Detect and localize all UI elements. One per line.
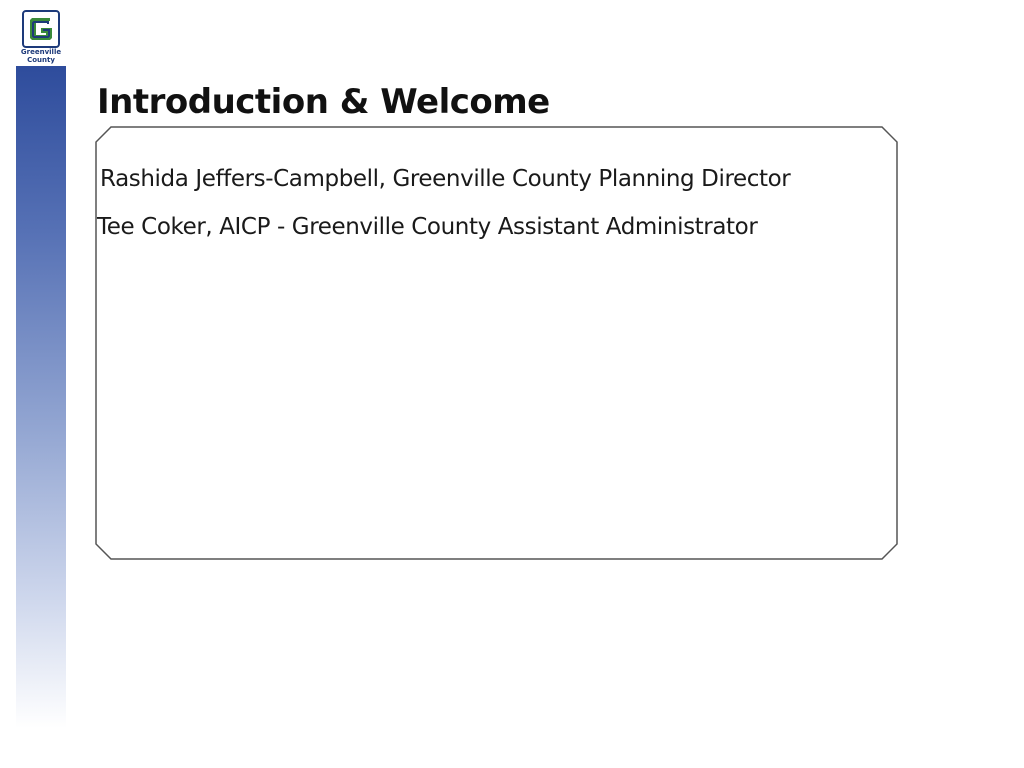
county-logo bbox=[14, 8, 68, 66]
side-gradient-bar bbox=[16, 66, 66, 728]
presenter-line-1: Rashida Jeffers-Campbell, Greenville County Planning Director bbox=[100, 166, 791, 192]
greenville-county-g-logo-icon bbox=[22, 10, 60, 48]
logo-caption bbox=[14, 48, 68, 64]
slide-title: Introduction & Welcome bbox=[97, 82, 550, 122]
presenter-line-2: Tee Coker, AICP - Greenville County Assistant Administrator bbox=[97, 214, 758, 240]
logo-line-1: Greenville bbox=[20, 48, 62, 56]
logo-line-2: County bbox=[27, 56, 55, 64]
